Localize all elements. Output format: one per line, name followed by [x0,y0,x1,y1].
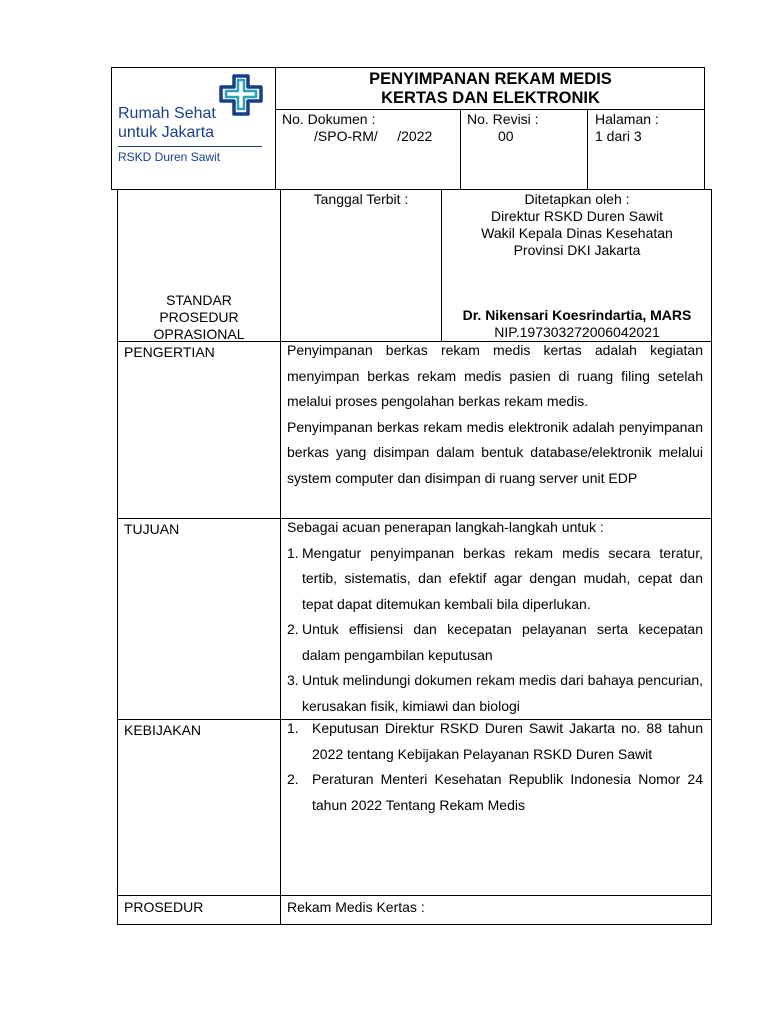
pengertian-content [287,338,703,491]
logo-rule [118,146,262,147]
doc-number-cell [282,111,457,145]
list-item-number: 1. [287,544,299,561]
prosedur-intro: Rekam Medis Kertas : [287,899,425,915]
page-value: 1 dari 3 [595,128,642,144]
list-item-text: Untuk melindungi dokumen rekam medis dari bahaya pencurian, kerusakan fisik, kimiawi dan biologi [302,672,703,714]
title-row-divider [275,109,705,110]
revision-value: 00 [498,128,514,144]
prosedur-label: PROSEDUR [124,899,204,915]
list-item [287,541,703,618]
page-cell [595,111,703,145]
revision-label: No. Revisi : [467,111,539,127]
doc-number-value: /SPO-RM/ /2022 [314,128,433,144]
list-item [287,668,703,719]
pengertian-paragraph-1: Penyimpanan berkas rekam medis kertas adalah kegiatan menyimpan berkas rekam medis pasien di ruang filing setelah melalui proses pengolahan berkas rekam medis. [287,342,703,409]
signer-nip: NIP.197303272006042021 [494,324,660,340]
sop-label-line-3: OPRASIONAL [153,326,245,342]
pengertian-label: PENGERTIAN [124,344,215,360]
plus-cross-icon [218,72,266,118]
info-divider-1 [460,109,461,190]
list-item-number: 2. [287,771,299,787]
list-item [287,767,703,818]
document-title [276,70,705,108]
set-by-line-4: Provinsi DKI Jakarta [513,242,641,258]
tujuan-content [287,515,703,719]
kebijakan-list [287,716,703,818]
revision-cell [467,111,585,145]
list-item-text: Untuk effisiensi dan kecepatan pelayanan serta kecepatan dalam pengambilan keputusan [302,621,703,663]
set-by-block [442,191,712,259]
set-by-line-2: Direktur RSKD Duren Sawit [491,208,663,224]
kebijakan-label: KEBIJAKAN [124,722,202,738]
title-line-2: KERTAS DAN ELEKTRONIK [381,89,600,107]
list-item-number: 3. [287,672,299,688]
pengertian-paragraph-2: Penyimpanan berkas rekam medis elektronik adalah penyimpanan berkas yang disimpan dalam bentuk database/elektronik melalui system computer dan disimpan di ruang server unit EDP [287,418,703,486]
sop-label-line-2: PROSEDUR [159,309,239,325]
kebijakan-content [287,716,703,818]
logo-line-3: RSKD Duren Sawit [118,150,221,164]
hospital-logo [118,72,270,184]
list-item-number: 1. [287,720,299,736]
info-divider-2 [587,109,588,190]
logo-line-2: untuk Jakarta [118,124,215,141]
set-by-line-3: Wakil Kepala Dinas Kesehatan [481,225,673,241]
list-item-number: 2. [287,621,299,637]
logo-line-1: Rumah Sehat [118,105,216,122]
set-by-line-1: Ditetapkan oleh : [524,191,630,207]
title-line-1: PENYIMPANAN REKAM MEDIS [369,70,612,88]
page-label: Halaman : [595,111,659,127]
sop-label-line-1: STANDAR [166,292,232,308]
list-item-text: Keputusan Direktur RSKD Duren Sawit Jakarta no. 88 tahun 2022 tentang Kebijakan Pelayanan RSKD Duren Sawit [312,720,703,762]
row-divider-4 [117,895,712,896]
list-item [287,617,703,668]
list-item [287,716,703,767]
signer-block [442,307,712,341]
doc-number-label: No. Dokumen : [282,111,376,127]
label-column-divider [280,189,281,925]
issue-date-label: Tanggal Terbit : [313,191,409,207]
list-item-text: Mengatur penyimpanan berkas rekam medis secara teratur, tertib, sistematis, dan efektif agar dengan mudah, cepat dan tepat dapat ditemukan kembali bila diperlukan. [302,544,703,612]
signer-name: Dr. Nikensari Koesrindartia, MARS [462,307,692,323]
tujuan-label: TUJUAN [124,521,180,537]
sop-label [118,292,280,343]
tujuan-intro: Sebagai acuan penerapan langkah-langkah untuk : [287,519,604,535]
list-item-text: Peraturan Menteri Kesehatan Republik Indonesia Nomor 24 tahun 2022 Tentang Rekam Medis [312,771,703,813]
tujuan-list [287,541,703,720]
